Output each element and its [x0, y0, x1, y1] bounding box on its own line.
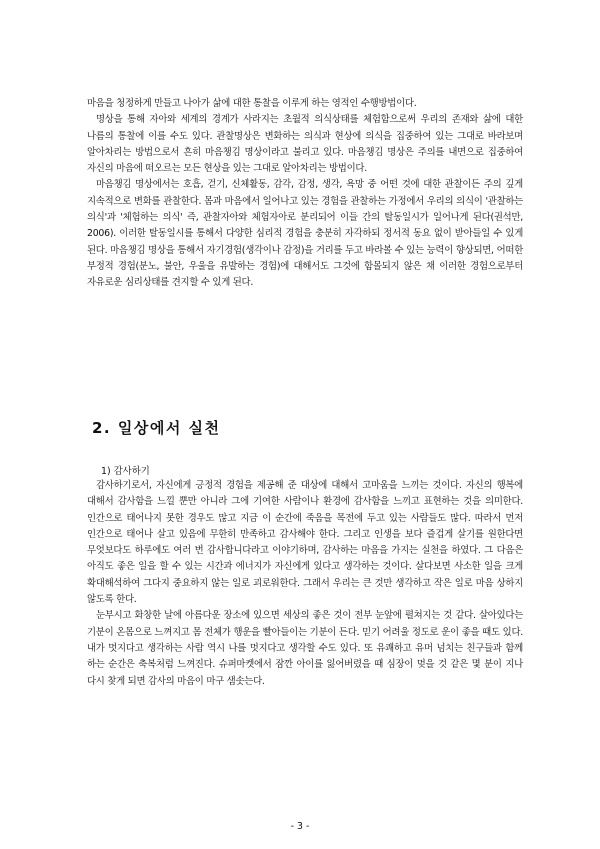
intro-paragraph-3: 마음챙김 명상에서는 호흡, 걷기, 신체활동, 감각, 감정, 생각, 욕망 중 어떤 것에 대한 관찰이든 주의 깊게 지속적으로 변화를 관찰한다. 몸과 마음에서 일어나고 있는 경험을 관찰하는 가정에서 우리의 의식이 '관찰하는 의식'과 '체험하는 의식' 즉, 관찰자아와 체험자아로 분리되어 이들 간의 탈동일시가 일어나게 된다(권석만, 2006). 이러한 탈동일시를 통해서 다양한 심리적 경험을 충분히 자각하되 정서적 동요 없이 받아들일 수 있게 된다. 마음챙김 명상을 통해서 자기경험(생각이나 감정)을 거리를 두고 바라볼 수 있는 능력이 향상되면, 어떠한 부정적 경험(분노, 불안, 우울을 유발하는 경험)에 대해서도 그것에 함몰되지 않은 채 이러한 경험으로부터 자유로운 심리상태를 견지할 수 있게 된다. [87, 179, 523, 289]
intro-paragraph-1: 마음을 청정하게 만들고 나아가 삶에 대한 통찰을 이루게 하는 영적인 수행방법이다. [87, 98, 417, 109]
section-paragraph-2: 눈부시고 화창한 날에 아름다운 장소에 있으면 세상의 좋은 것이 전부 눈앞에 펼쳐지는 것 같다. 살아있다는 기분이 온몸으로 느껴지고 몸 전체가 행운을 빨아들이는 기분이 든다. 믿기 어려울 정도로 운이 좋을 때도 있다. 내가 멋지다고 생각하는 사람 역시 나를 멋지다고 생각할 수도 있다. 또 유쾌하고 유머 넘치는 친구들과 함께 하는 순간은 축복처럼 느껴진다. 슈퍼마켓에서 잠깐 아이를 잃어버렸을 때 심장이 멎을 것 같은 몇 분이 지나 다시 찾게 되면 감사의 마음이 마구 샘솟는다. [87, 610, 523, 687]
section-heading: 2. 일상에서 실천 [92, 419, 221, 437]
subsection-heading: 1) 감사하기 [101, 466, 150, 477]
intro-text-block [87, 96, 523, 292]
intro-paragraph-2: 명상을 통해 자아와 세계의 경계가 사라지는 초월적 의식상태를 체험함으로써 우리의 존재와 삶에 대한 나름의 통찰에 이를 수도 있다. 관찰명상은 변화하는 의식과 현상에 의식을 집중하여 있는 그대로 바라보며 알아차리는 방법으로서 흔히 마음챙김 명상이라고 불리고 있다. 마음챙김 명상은 주의를 내면으로 집중하여 자신의 마음에 떠오르는 모든 현상을 있는 그대로 알아차리는 방법이다. [87, 114, 523, 175]
section-text-block [87, 478, 523, 690]
page-number: - 3 - [290, 821, 310, 832]
section-paragraph-1: 감사하기로서, 자신에게 긍정적 경험을 제공해 준 대상에 대해서 고마움을 느끼는 것이다. 자신의 행복에 대해서 감사함을 느낄 뿐만 아니라 그에 기여한 사람이나 환경에 감사함을 느끼고 표현하는 것을 의미한다. 인간으로 태어나지 못한 경우도 많고 지금 이 순간에 죽음을 목전에 두고 있는 사람들도 많다. 따라서 먼저 인간으로 태어나 살고 있음에 무한히 만족하고 감사해야 한다. 그리고 인생을 보다 즐겁게 살기를 원한다면 무엇보다도 하루에도 여러 번 감사합니다라고 이야기하며, 감사하는 마음을 가지는 실천을 하였다. 그 다음은 아직도 좋은 일을 할 수 있는 시간과 에너지가 자신에게 있다고 생각하는 것이다. 살다보면 사소한 일을 크게 확대해석하여 그다지 중요하지 않는 일로 괴로워한다. 그래서 우리는 큰 것만 생각하고 작은 일로 마음 상하지 않도록 한다. [87, 480, 523, 606]
